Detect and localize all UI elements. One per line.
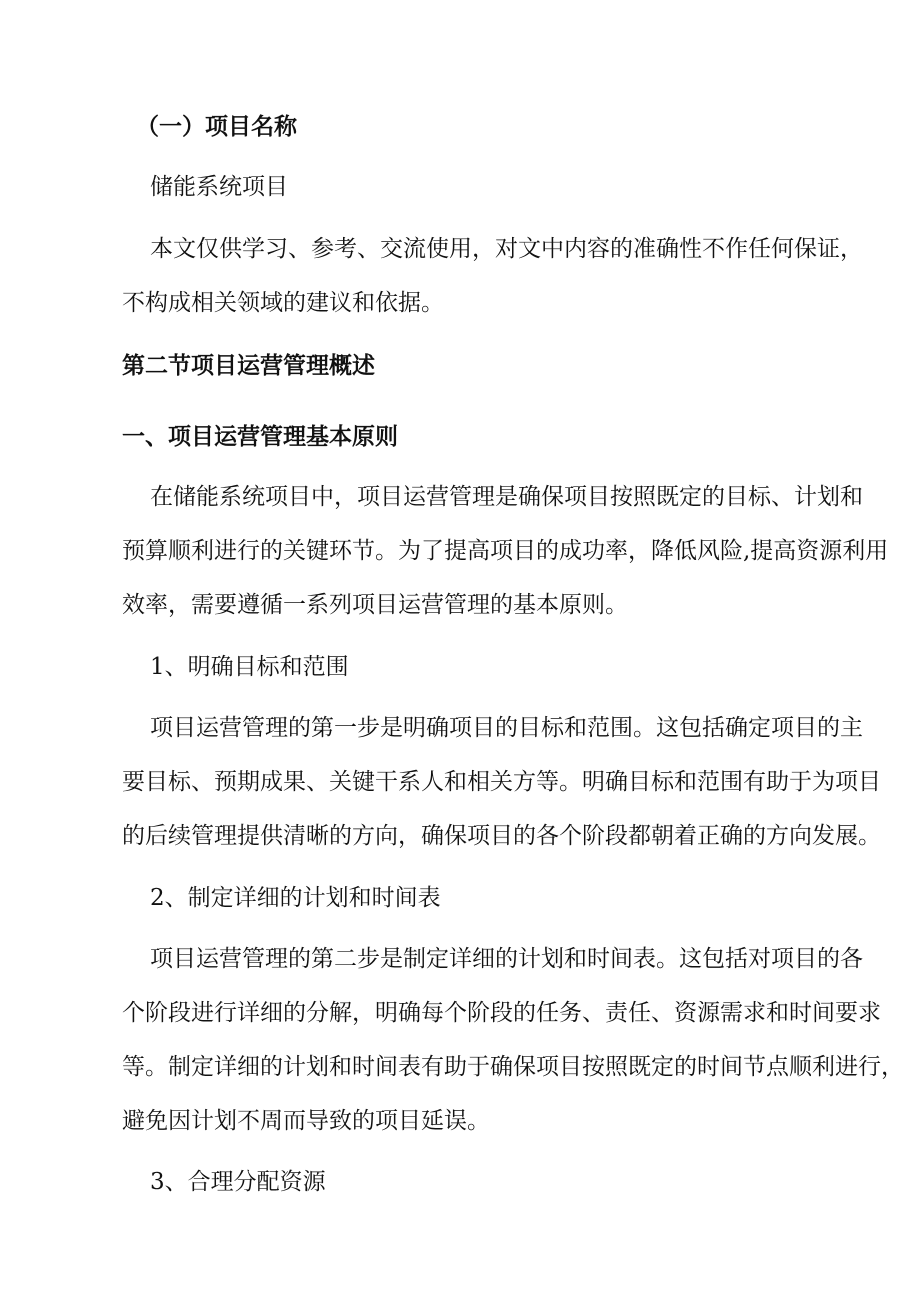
project-name: 储能系统项目 <box>150 174 288 200</box>
paragraph-line: 效率，需要遵循一系列项目运营管理的基本原则。 <box>122 592 628 618</box>
item1-heading: 1、明确目标和范围 <box>150 654 349 680</box>
paragraph-line: 项目运营管理的第一步是明确项目的目标和范围。这包括确定项目的主 <box>150 715 863 741</box>
paragraph-line: 要目标、预期成果、关键干系人和相关方等。明确目标和范围有助于为项目 <box>122 769 881 795</box>
paragraph-line: 避免因计划不周而导致的项目延误。 <box>122 1108 490 1134</box>
paragraph-line: 个阶段进行详细的分解，明确每个阶段的任务、责任、资源需求和时间要求 <box>122 1000 881 1026</box>
item3-heading: 3、合理分配资源 <box>150 1169 326 1195</box>
paragraph-line: 不构成相关领域的建议和依据。 <box>122 290 444 316</box>
principles-heading: 一、项目运营管理基本原则 <box>122 423 398 450</box>
item2-heading: 2、制定详细的计划和时间表 <box>150 885 441 911</box>
paragraph-line: 在储能系统项目中，项目运营管理是确保项目按照既定的目标、计划和 <box>150 484 863 510</box>
paragraph-line: 等。制定详细的计划和时间表有助于确保项目按照既定的时间节点顺利进行， <box>122 1054 904 1080</box>
paragraph-line: 预算顺利进行的关键环节。为了提高项目的成功率，降低风险,提高资源利用 <box>122 538 889 564</box>
paragraph-line: 项目运营管理的第二步是制定详细的计划和时间表。这包括对项目的各 <box>150 946 863 972</box>
paragraph-line: 的后续管理提供清晰的方向，确保项目的各个阶段都朝着正确的方向发展。 <box>122 823 881 849</box>
section-title: （一）项目名称 <box>136 113 297 140</box>
paragraph-line: 本文仅供学习、参考、交流使用，对文中内容的准确性不作任何保证， <box>150 236 863 262</box>
chapter-title: 第二节项目运营管理概述 <box>122 352 375 379</box>
